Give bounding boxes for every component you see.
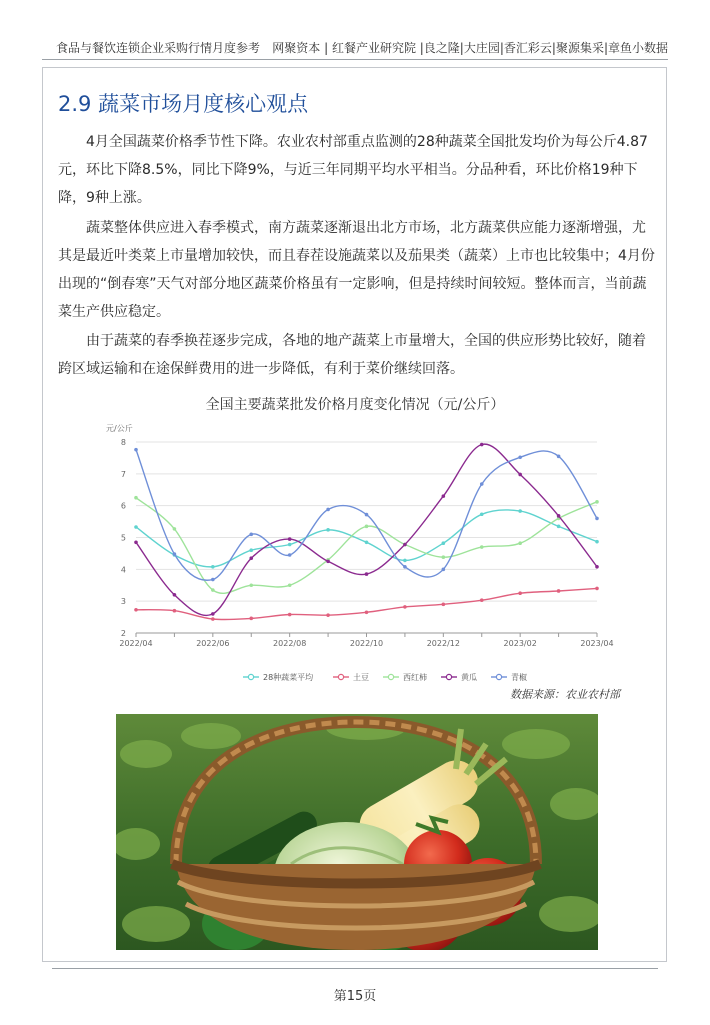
series-line-2 bbox=[136, 498, 597, 594]
data-point bbox=[480, 443, 484, 447]
data-point bbox=[442, 568, 446, 572]
data-point bbox=[480, 512, 484, 516]
data-point bbox=[442, 494, 446, 498]
paragraph-outlook: 由于蔬菜的春季换茬逐步完成，各地的地产蔬菜上市量增大，全国的供应形势比较好，随着跨区域运输和在途保鲜费用的进一步降低，有利于菜价继续回落。 bbox=[58, 333, 646, 377]
y-tick-label: 7 bbox=[120, 469, 126, 479]
data-point bbox=[557, 589, 561, 593]
legend-label: 土豆 bbox=[353, 673, 369, 682]
data-point bbox=[249, 548, 253, 552]
x-tick-label: 2022/06 bbox=[196, 639, 230, 648]
data-point bbox=[134, 496, 138, 500]
data-point bbox=[288, 553, 292, 557]
vegetable-basket-photo bbox=[116, 714, 598, 950]
header-divider bbox=[42, 59, 668, 60]
data-point bbox=[595, 540, 599, 544]
x-tick-label: 2022/12 bbox=[426, 639, 460, 648]
data-point bbox=[326, 613, 330, 617]
legend-swatch-marker bbox=[496, 674, 501, 679]
data-point bbox=[557, 514, 561, 518]
data-point bbox=[365, 572, 369, 576]
data-point bbox=[173, 593, 177, 597]
data-point bbox=[480, 545, 484, 549]
data-point bbox=[518, 455, 522, 459]
data-point bbox=[211, 578, 215, 582]
vegetable-basket-image bbox=[116, 714, 598, 950]
y-tick-label: 8 bbox=[120, 438, 126, 447]
data-point bbox=[326, 528, 330, 532]
series-line-3 bbox=[136, 444, 597, 615]
data-point bbox=[173, 552, 177, 556]
data-point bbox=[518, 541, 522, 545]
data-point bbox=[134, 608, 138, 612]
y-tick-label: 2 bbox=[120, 629, 126, 638]
series-line-0 bbox=[136, 510, 597, 567]
data-point bbox=[442, 603, 446, 607]
data-point bbox=[595, 587, 599, 591]
x-tick-label: 2022/10 bbox=[349, 639, 384, 648]
data-source: 数据来源：农业农村部 bbox=[510, 688, 620, 701]
data-point bbox=[249, 533, 253, 537]
data-point bbox=[173, 527, 177, 531]
data-point bbox=[249, 556, 253, 560]
data-point bbox=[595, 500, 599, 504]
data-point bbox=[403, 565, 407, 569]
data-point bbox=[365, 513, 369, 517]
legend-label: 西红柿 bbox=[403, 673, 427, 682]
x-tick-label: 2022/08 bbox=[273, 639, 307, 648]
data-point bbox=[288, 583, 292, 587]
data-point bbox=[518, 591, 522, 595]
data-point bbox=[365, 540, 369, 544]
x-tick-label: 2023/02 bbox=[503, 639, 537, 648]
data-point bbox=[403, 605, 407, 609]
data-point bbox=[288, 613, 292, 617]
y-tick-label: 3 bbox=[120, 597, 126, 607]
data-point bbox=[518, 509, 522, 513]
header-publishers: 网聚资本 | 红餐产业研究院 |良之隆|大庄园|香汇彩云|聚源集采|章鱼小数据 bbox=[272, 41, 668, 55]
data-point bbox=[134, 448, 138, 452]
data-point bbox=[403, 543, 407, 547]
x-tick-label: 2022/04 bbox=[119, 639, 153, 648]
data-point bbox=[365, 611, 369, 615]
data-point bbox=[480, 482, 484, 486]
data-point bbox=[326, 560, 330, 564]
chart-title: 全国主要蔬菜批发价格月度变化情况（元/公斤） bbox=[205, 397, 505, 413]
data-point bbox=[595, 565, 599, 569]
y-tick-label: 5 bbox=[120, 533, 126, 543]
data-point bbox=[557, 525, 561, 529]
data-point bbox=[288, 537, 292, 541]
data-point bbox=[557, 455, 561, 459]
x-tick-label: 2023/04 bbox=[580, 639, 614, 648]
data-point bbox=[365, 525, 369, 529]
footer-divider bbox=[52, 968, 658, 969]
data-point bbox=[442, 555, 446, 559]
data-point bbox=[403, 559, 407, 563]
data-point bbox=[211, 588, 215, 592]
data-point bbox=[134, 540, 138, 544]
legend-swatch-marker bbox=[338, 674, 343, 679]
data-point bbox=[211, 612, 215, 616]
paragraph-supply-analysis: 蔬菜整体供应进入春季模式，南方蔬菜逐渐退出北方市场，北方蔬菜供应能力逐渐增强，尤其是最近叶类菜上市量增加较快，而且春茬设施蔬菜以及茄果类（蔬菜）上市也比较集中；4月份出现的“倒春寒”天气对部分地区蔬菜价格虽有一定影响，但是持续时间较短。整体而言，当前蔬菜生产供应稳定。 bbox=[58, 220, 655, 320]
data-point bbox=[326, 508, 330, 512]
y-axis-unit-label: 元/公斤 bbox=[106, 424, 133, 433]
page-number: 第15页 bbox=[333, 989, 377, 1004]
y-tick-label: 6 bbox=[120, 501, 126, 511]
data-point bbox=[211, 565, 215, 569]
data-point bbox=[211, 617, 215, 621]
legend-swatch-marker bbox=[248, 674, 253, 679]
data-point bbox=[249, 617, 253, 621]
y-tick-label: 4 bbox=[120, 565, 126, 575]
data-point bbox=[442, 541, 446, 545]
data-point bbox=[134, 525, 138, 529]
data-point bbox=[249, 583, 253, 587]
legend-label: 青椒 bbox=[511, 673, 527, 682]
data-point bbox=[518, 473, 522, 477]
data-point bbox=[288, 543, 292, 547]
data-point bbox=[480, 598, 484, 602]
header-report-title: 食品与餐饮连锁企业采购行情月度参考 bbox=[56, 41, 261, 55]
legend-swatch-marker bbox=[388, 674, 393, 679]
vegetable-price-line-chart bbox=[98, 418, 618, 684]
legend-label: 28种蔬菜平均 bbox=[263, 673, 314, 682]
paragraph-price-summary: 4月全国蔬菜价格季节性下降。农业农村部重点监测的28种蔬菜全国批发均价为每公斤4.87元，环比下降8.5%，同比下降9%，与近三年同期平均水平相当。分品种看，环比价格19种下降，9种上涨。 bbox=[58, 134, 648, 206]
section-title: 2.9 蔬菜市场月度核心观点 bbox=[58, 92, 309, 116]
legend-swatch-marker bbox=[446, 674, 451, 679]
data-point bbox=[173, 609, 177, 613]
legend-label: 黄瓜 bbox=[461, 673, 477, 682]
data-point bbox=[595, 517, 599, 521]
